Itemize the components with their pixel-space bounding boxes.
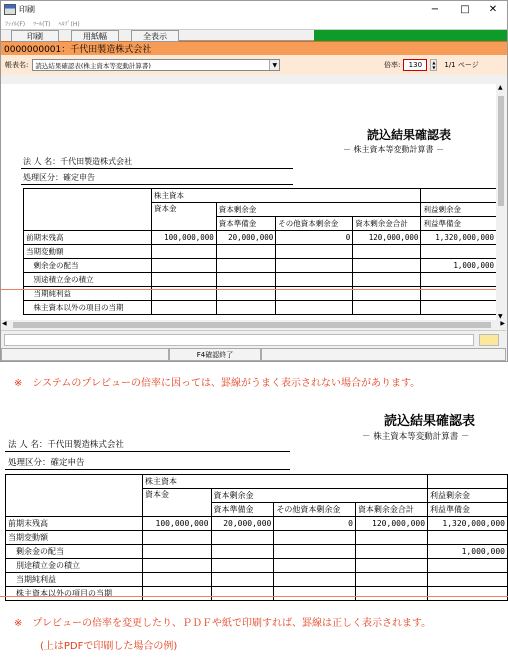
horizontal-scrollbar[interactable] <box>1 320 506 330</box>
pdf-corp-name: 法 人 名：千代田製造株式会社 <box>8 440 124 450</box>
page-info: 1/1 ページ <box>444 61 479 69</box>
menu-help[interactable]: ﾍﾙﾌﾟ(H) <box>58 20 80 28</box>
table-row: 当期変動額 <box>24 245 497 259</box>
report-title: 読込結果確認表 <box>367 128 452 142</box>
pdf-report-table: 株主資本 資本金 資本剰余金 利益剰余金 資本準備金 その他資本剰余金 資本剰余金合計 利益準備金 前期末残高 100,000,000 20,000,000 0 120,000,000 1,320,000,000 当期変動額 剰余金の配当 1,000,000 別途積立金の積立 当期純利益 株主資本以外の項目の当期 <box>5 474 508 601</box>
table-row: 別途積立金の積立 <box>6 559 508 573</box>
toolbar <box>1 29 507 41</box>
menu-file[interactable]: ﾌｧｲﾙ(F) <box>5 20 26 28</box>
report-table <box>23 188 496 315</box>
print-button[interactable]: 印刷 <box>11 30 59 42</box>
table-row: 当期変動額 <box>6 531 508 545</box>
form-select-value: 読込結果確認表(株主資本等変動計算書) <box>35 61 151 70</box>
scroll-down-icon[interactable]: ▼ <box>498 313 503 320</box>
scroll-up-icon[interactable]: ▲ <box>498 84 503 91</box>
menu-bar <box>1 17 507 29</box>
paper-width-button[interactable]: 用紙幅 <box>71 30 119 42</box>
report-subtitle: － 株主資本等変動計算書 － <box>343 145 445 154</box>
status-indicator <box>479 334 499 346</box>
vertical-scrollbar[interactable] <box>496 84 506 320</box>
table-row: 別途積立金の積立 <box>24 273 497 287</box>
options-row <box>1 55 507 75</box>
zoom-label: 倍率: <box>384 61 401 69</box>
col-surplus-reserve: 資本準備金 <box>216 217 275 231</box>
pdf-report-title: 読込結果確認表 <box>384 414 476 429</box>
render-glitch-line <box>1 289 496 290</box>
table-row: 前期末残高 100,000,000 20,000,000 0 120,000,000 1,320,000,000 <box>24 231 497 245</box>
note-preview-zoom: ※ システムのプレビューの倍率に因っては、罫線がうまく表示されない場合があります。 <box>14 378 421 389</box>
zoom-control <box>384 59 479 71</box>
show-all-button[interactable]: 全表示 <box>131 30 179 42</box>
toolbar-green-area <box>314 30 507 41</box>
window-title: 印刷 <box>19 4 35 14</box>
corp-name: 法 人 名：千代田製造株式会社 <box>23 157 133 166</box>
scroll-right-icon[interactable]: ▶ <box>500 320 505 327</box>
pdf-example <box>0 398 508 610</box>
status-row <box>1 330 506 348</box>
note-pdf-example: (上はPDFで印刷した場合の例) <box>40 641 178 652</box>
category: 処理区分：確定申告 <box>23 173 95 182</box>
col-earned: 利益剰余金 <box>421 203 496 217</box>
form-label: 帳表名: <box>5 61 29 69</box>
col-surplus-total: 資本剰余金合計 <box>353 217 421 231</box>
zoom-input[interactable]: 130 <box>403 59 427 71</box>
table-row: 剰余金の配当 1,000,000 <box>24 259 497 273</box>
col-earned-reserve: 利益準備金 <box>421 217 496 231</box>
render-glitch-line <box>0 596 508 597</box>
app-icon <box>4 4 16 15</box>
table-row: 株主資本以外の項目の当期 <box>6 587 508 601</box>
horizontal-scroll-thumb[interactable] <box>13 322 491 328</box>
function-key-bar <box>1 348 506 361</box>
maximize-button[interactable]: □ <box>460 3 470 15</box>
col-capital: 資本金 <box>152 203 217 231</box>
preview-area[interactable] <box>1 84 496 320</box>
menu-tools[interactable]: ﾂｰﾙ(T) <box>33 20 51 28</box>
close-button[interactable]: ✕ <box>488 3 498 15</box>
f4-confirm-button[interactable]: F4確認終了 <box>169 348 261 361</box>
company-bar: 0000000001：千代田製造株式会社 <box>1 41 507 55</box>
status-field <box>4 334 474 346</box>
group-header: 株主資本 <box>152 189 421 203</box>
form-select[interactable] <box>32 59 280 71</box>
col-surplus: 資本剰余金 <box>216 203 421 217</box>
note-pdf-print: ※ プレビューの倍率を変更したり、ＰＤＦや紙で印刷すれば、罫線は正しく表示されます。 <box>14 618 432 629</box>
table-row: 当期純利益 <box>24 287 497 301</box>
vertical-scroll-thumb[interactable] <box>498 96 504 206</box>
table-row: 前期末残高 100,000,000 20,000,000 0 120,000,000 1,320,000,000 <box>6 517 508 531</box>
col-surplus-other: その他資本剰余金 <box>276 217 353 231</box>
pdf-category: 処理区分：確定申告 <box>8 458 85 468</box>
scroll-left-icon[interactable]: ◀ <box>2 320 7 327</box>
title-bar <box>1 1 507 17</box>
pdf-report-subtitle: － 株主資本等変動計算書 － <box>362 432 470 442</box>
table-row: 剰余金の配当 1,000,000 <box>6 545 508 559</box>
zoom-spinner[interactable]: ▲ ▼ <box>432 60 436 70</box>
table-row: 当期純利益 <box>6 573 508 587</box>
table-row: 株主資本以外の項目の当期 <box>24 301 497 315</box>
minimize-button[interactable]: − <box>430 3 440 15</box>
chevron-down-icon[interactable]: ▼ <box>269 60 279 70</box>
